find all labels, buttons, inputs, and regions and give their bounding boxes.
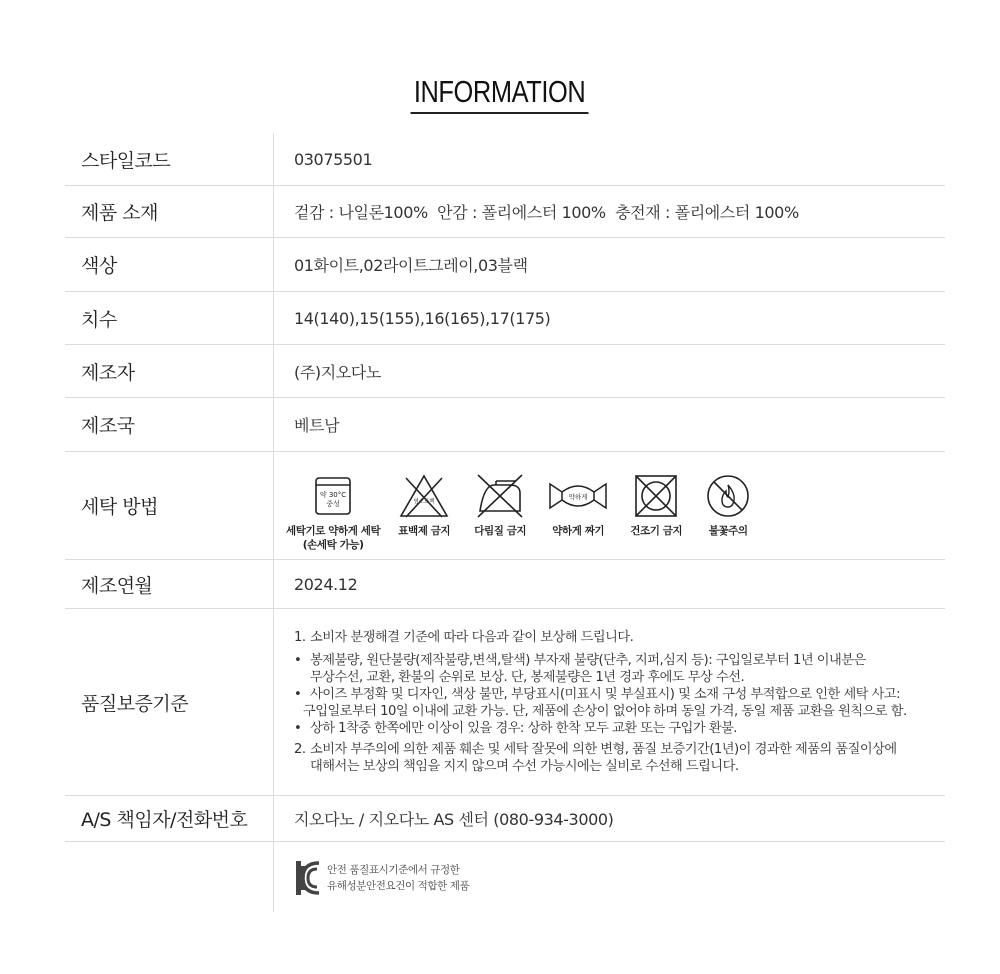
value-country: 베트남 xyxy=(294,416,340,435)
quality-line-5: 구입일로부터 10일 이내에 교환 가능. 단, 제품에 손상이 없어야 하며 동일 가격, 동일 제품 교환을 원칙으로 함. xyxy=(303,704,907,719)
quality-line-4: • 사이즈 부정확 및 디자인, 색상 불만, 부당표시(미표시 및 부실표시) 및 소재 구성 부적합으로 인한 세탁 사고: xyxy=(294,687,901,702)
wash-neutral-text: 중성 xyxy=(326,500,340,508)
wash-temp-text: 약 30°C xyxy=(319,491,347,499)
row-date xyxy=(65,560,945,609)
care-iron xyxy=(472,470,528,538)
bleach-icon-text: 염소표백 xyxy=(413,499,435,505)
label-country: 제조국 xyxy=(81,415,135,437)
row-material xyxy=(65,186,945,238)
care-wash xyxy=(286,470,380,552)
care-bleach xyxy=(396,470,452,538)
row-color xyxy=(65,238,945,292)
row-washing xyxy=(65,452,945,560)
information-title: INFORMATION xyxy=(411,74,589,114)
bullet-2: • xyxy=(294,687,302,702)
care-symbols xyxy=(286,470,756,552)
quality-line-1: 1. 소비자 분쟁해결 기준에 따라 다음과 같이 보상해 드립니다. xyxy=(294,630,634,645)
row-country xyxy=(65,398,945,452)
quality-num-2: 2. xyxy=(294,742,306,757)
kc-text xyxy=(327,862,469,894)
kc-mark-icon xyxy=(293,858,321,898)
wring-gently-icon xyxy=(548,470,608,522)
quality-line-8: 대해서는 보상의 책임을 지지 않으며 수선 가능시에는 실비로 수선해 드립니다. xyxy=(310,759,739,774)
label-maker: 제조자 xyxy=(81,361,135,384)
row-quality xyxy=(65,609,945,796)
kc-text-line1: 안전 품질표시기준에서 규정한 xyxy=(327,864,460,876)
label-size: 치수 xyxy=(81,308,117,331)
value-color: 01화이트,02라이트그레이,03블랙 xyxy=(294,256,528,275)
bleach-caption: 표백제 금지 xyxy=(398,525,451,537)
machine-wash-icon xyxy=(305,470,361,522)
no-tumble-dry-icon xyxy=(628,470,684,522)
value-style-code: 03075501 xyxy=(294,149,373,169)
wash-caption-line2: (손세탁 가능) xyxy=(302,539,364,551)
no-bleach-icon xyxy=(396,470,452,522)
dryer-caption: 건조기 금지 xyxy=(630,525,683,537)
no-iron-icon xyxy=(472,470,528,522)
label-washing: 세탁 방법 xyxy=(81,496,158,518)
label-quality: 품질보증기준 xyxy=(81,692,189,715)
label-as: A/S 책임자/전화번호 xyxy=(81,809,248,831)
information-heading xyxy=(0,74,1000,114)
care-wring xyxy=(548,470,608,538)
row-maker xyxy=(65,345,945,398)
label-date: 제조연월 xyxy=(81,574,153,597)
bullet-1: • xyxy=(294,653,302,668)
quality-line-3: 무상수선, 교환, 환불의 순위로 보상. 단, 봉제불량은 1년 경과 후에도 무상 수선. xyxy=(310,670,745,685)
value-date: 2024.12 xyxy=(294,574,358,594)
bullet-3: • xyxy=(294,721,302,736)
wash-caption-line1: 세탁기로 약하게 세탁 xyxy=(286,525,381,537)
quality-num-1: 1. xyxy=(294,630,306,645)
value-material: 겉감 : 나일론100% 안감 : 폴리에스터 100% 충전재 : 폴리에스터 100% xyxy=(294,203,799,222)
quality-line-7: 2. 소비자 부주의에 의한 제품 훼손 및 세탁 잘못에 의한 변형, 품질 보증기간(1년)이 경과한 제품의 품질이상에 xyxy=(294,742,897,757)
wring-icon-text: 약하게 xyxy=(568,493,588,501)
care-fire xyxy=(700,470,756,538)
wash-caption xyxy=(286,524,380,552)
no-fire-icon xyxy=(700,470,756,522)
row-style-code xyxy=(65,133,945,186)
row-as xyxy=(65,796,945,842)
quality-line-6: • 상하 1착중 한쪽에만 이상이 있을 경우: 상하 한착 모두 교환 또는 구입가 환불. xyxy=(294,721,737,736)
label-material: 제품 소재 xyxy=(81,202,158,224)
value-size: 14(140),15(155),16(165),17(175) xyxy=(294,308,551,328)
row-kc xyxy=(65,842,945,912)
value-maker: (주)지오다노 xyxy=(294,362,381,382)
label-style-code: 스타일코드 xyxy=(81,149,171,172)
label-color: 색상 xyxy=(81,255,117,277)
kc-certification xyxy=(293,858,469,898)
row-size xyxy=(65,292,945,345)
kc-text-line2: 유해성분안전요건이 적합한 제품 xyxy=(327,880,470,892)
quality-line-2: • 봉제불량, 원단불량(제작불량,변색,탈색) 부자재 불량(단추, 지퍼,심지 등): 구입일로부터 1년 이내분은 xyxy=(294,653,866,668)
iron-caption: 다림질 금지 xyxy=(474,525,527,537)
quality-text xyxy=(294,629,944,775)
wring-caption: 약하게 짜기 xyxy=(552,525,605,537)
care-dryer xyxy=(628,470,684,538)
fire-caption: 불꽃주의 xyxy=(708,525,748,537)
value-as: 지오다노 / 지오다노 AS 센터 (080-934-3000) xyxy=(294,810,614,829)
